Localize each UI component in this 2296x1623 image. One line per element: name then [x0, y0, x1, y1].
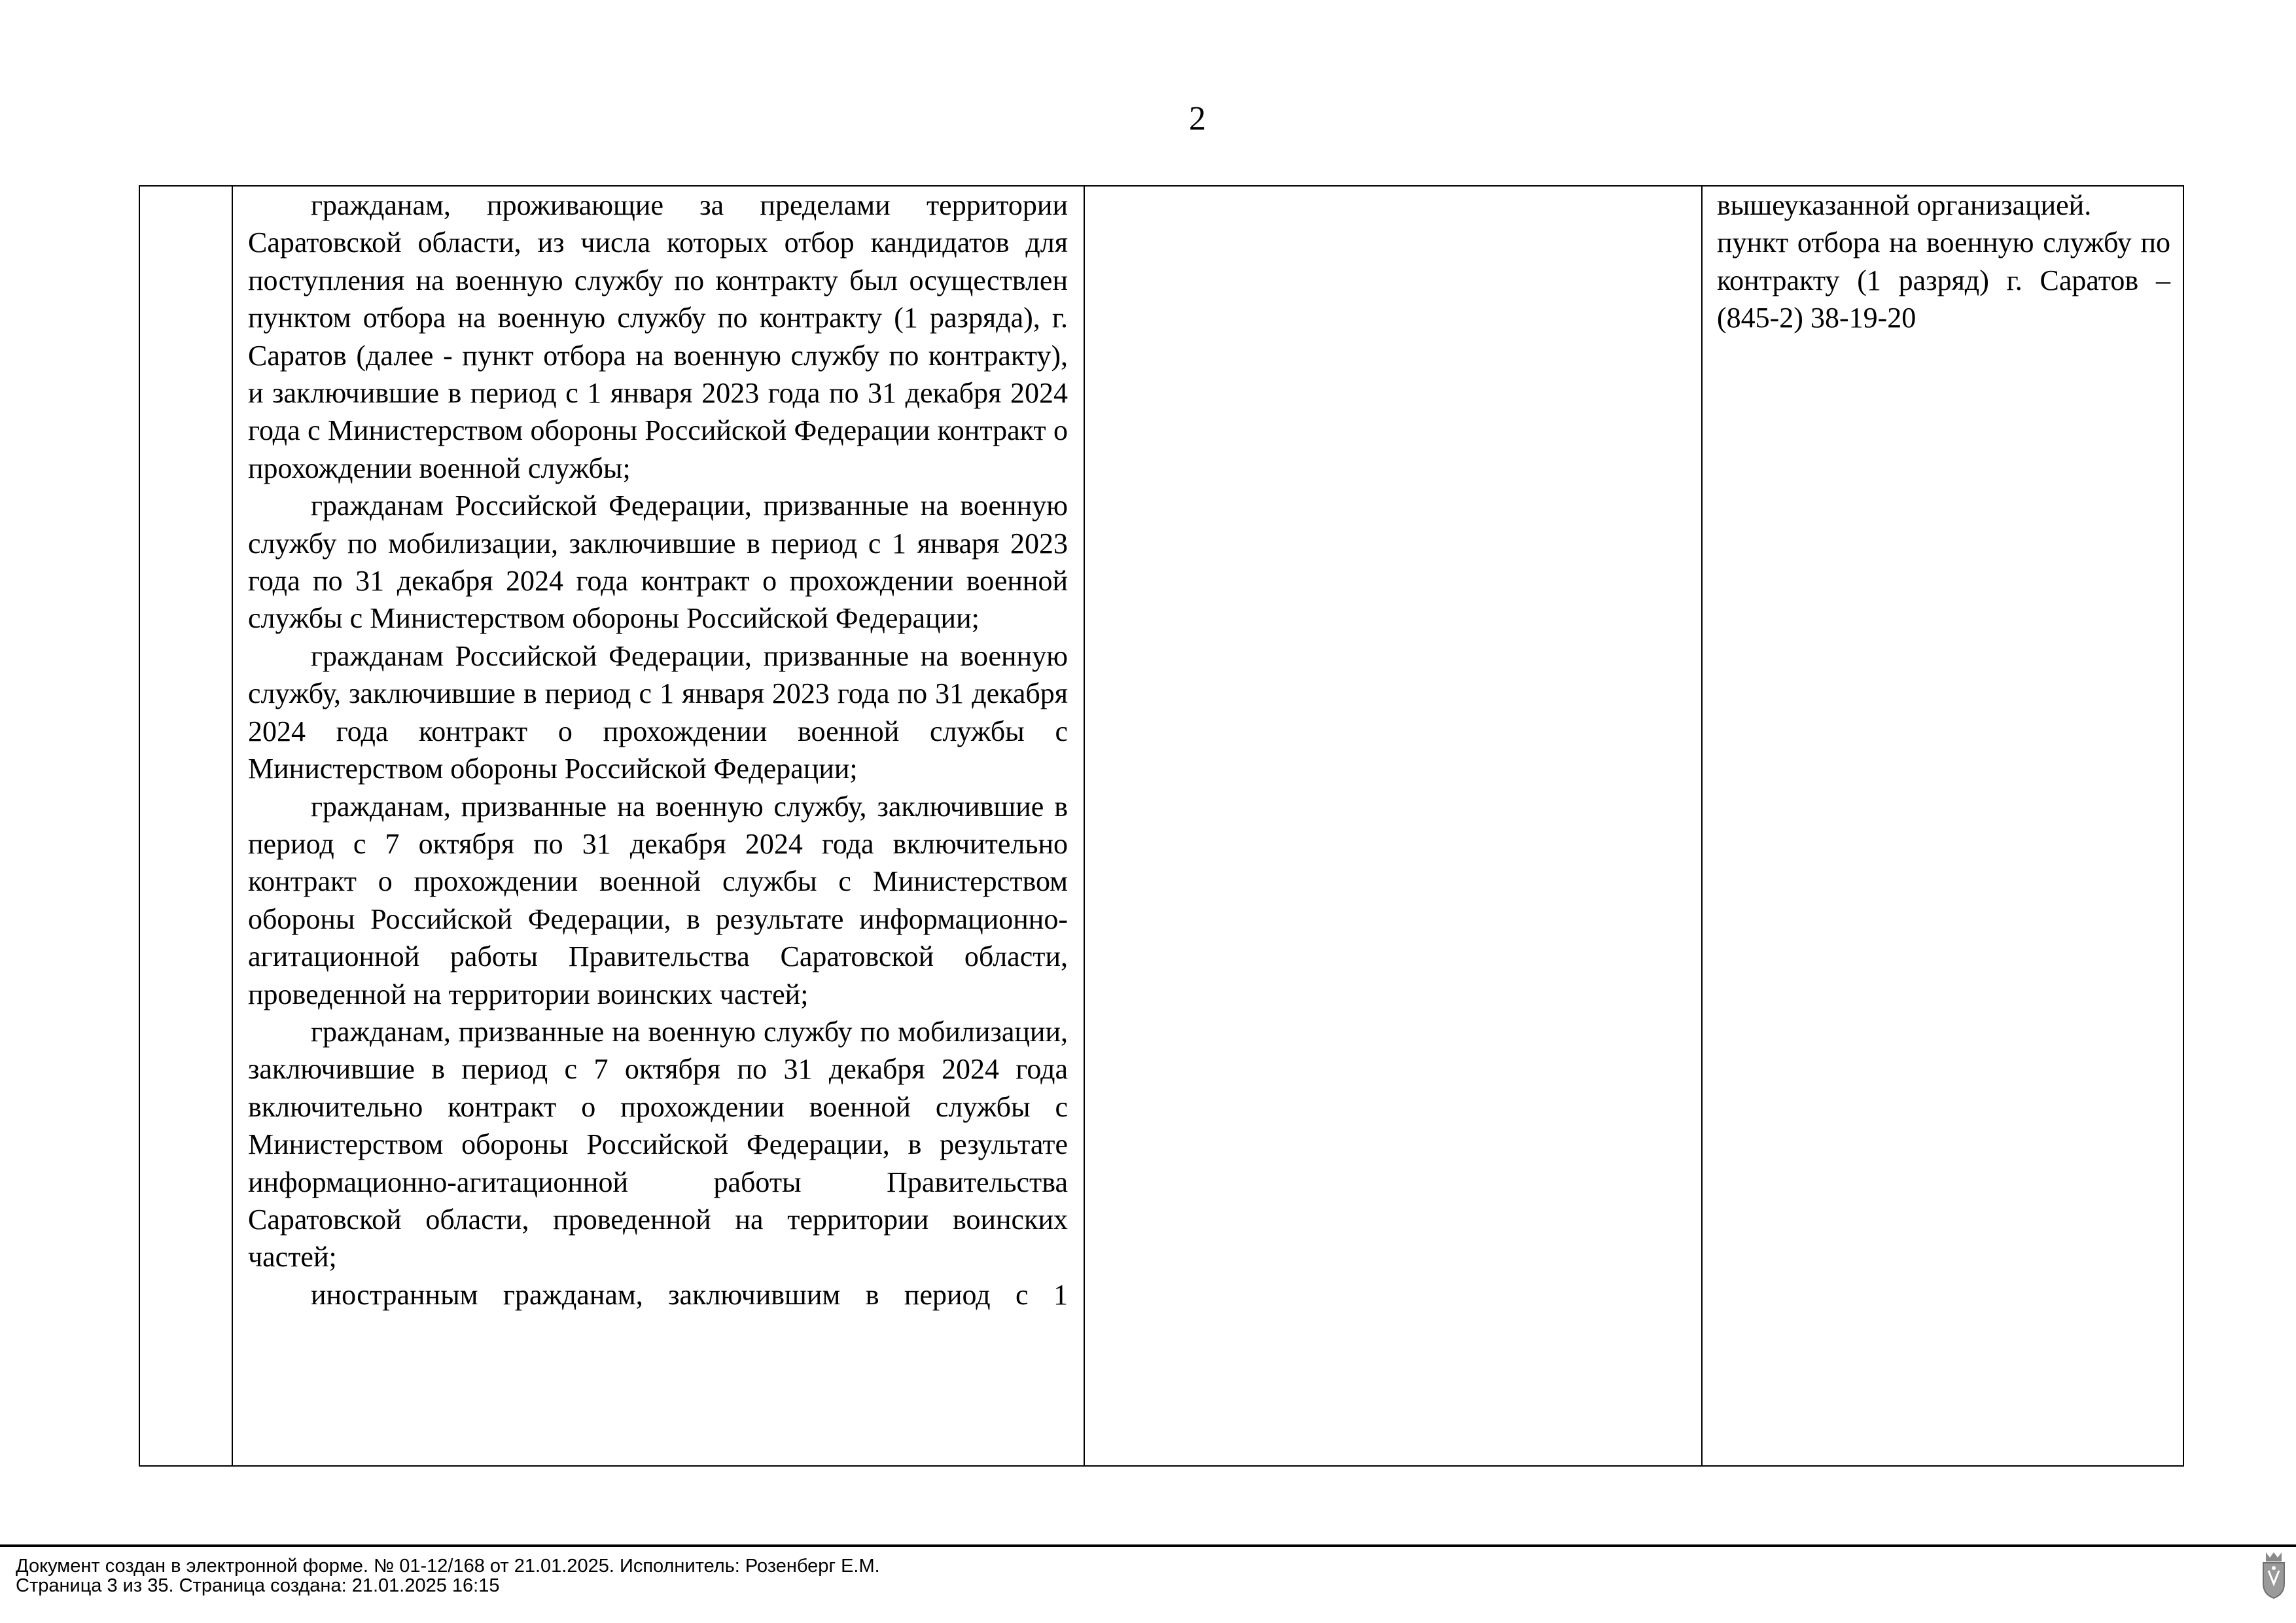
contacts-cell	[1717, 187, 2296, 337]
page-number: 2	[1189, 100, 1206, 137]
document-table	[139, 185, 2184, 1467]
column-divider	[1084, 187, 1085, 1465]
contacts-line-organization: вышеуказанной организацией.	[1717, 189, 2092, 221]
footer-document-info: Документ создан в электронной форме. № 01-12/168 от 21.01.2025. Исполнитель: Розенберг Е.М.	[16, 1556, 880, 1577]
paragraph-conscripted-citizens: гражданам Российской Федерации, призванные на военную службу, заключившие в период с 1 января 2023 года по 31 декабря 2024 года контракт о прохождении военной службы с Министерством обороны Российской Федерации;	[248, 639, 1068, 785]
paragraph-mobilized-agitation: гражданам, призванные на военную службу по мобилизации, заключившие в период с 7 октября по 31 декабря 2024 года включительно контракт о прохождении военной службы с Министерством обороны Российской Федерации, в результате информационно-агитационной работы Правительства Саратовской области, проведенной на территории воинских частей;	[248, 1015, 1068, 1274]
contacts-selection-point: пункт отбора на военную службу по контракту (1 разряд) г. Саратов – (845-2) 38-19-20	[1717, 226, 2170, 334]
column-divider	[1701, 187, 1703, 1465]
measures-description-cell	[248, 187, 1068, 1465]
paragraph-recipients-outside-region: гражданам, проживающие за пределами территории Саратовской области, из числа которых отбор кандидатов для поступления на военную службу по контракту был осуществлен пунктом отбора на военную службу по контракту (1 разряда), г. Саратов (далее - пункт отбора на военную службу по контракту), и заключившие в период с 1 января 2023 года по 31 декабря 2024 года с Министерством обороны Российской Федерации контракт о прохождении военной службы;	[248, 189, 1068, 484]
paragraph-foreign-citizens: иностранным гражданам, заключившим в период с 1	[311, 1278, 1068, 1311]
column-divider	[232, 187, 233, 1465]
paragraph-mobilized-citizens: гражданам Российской Федерации, призванные на военную службу по мобилизации, заключившие в период с 1 января 2023 года по 31 декабря 2024 года контракт о прохождении военной службы с Министерством обороны Российской Федерации;	[248, 490, 1068, 635]
footer-page-info: Страница 3 из 35. Страница создана: 21.01.2025 16:15	[16, 1575, 500, 1596]
footer-divider	[0, 1544, 2296, 1547]
paragraph-conscripts-agitation: гражданам, призванные на военную службу, заключившие в период с 7 октября по 31 декабря 2024 года включительно контракт о прохождении военной службы с Министерством обороны Российской Федерации, в результате информационно-агитационной работы Правительства Саратовской области, проведенной на территории воинских частей;	[248, 790, 1068, 1010]
saratov-coat-of-arms-icon	[2261, 1551, 2287, 1599]
